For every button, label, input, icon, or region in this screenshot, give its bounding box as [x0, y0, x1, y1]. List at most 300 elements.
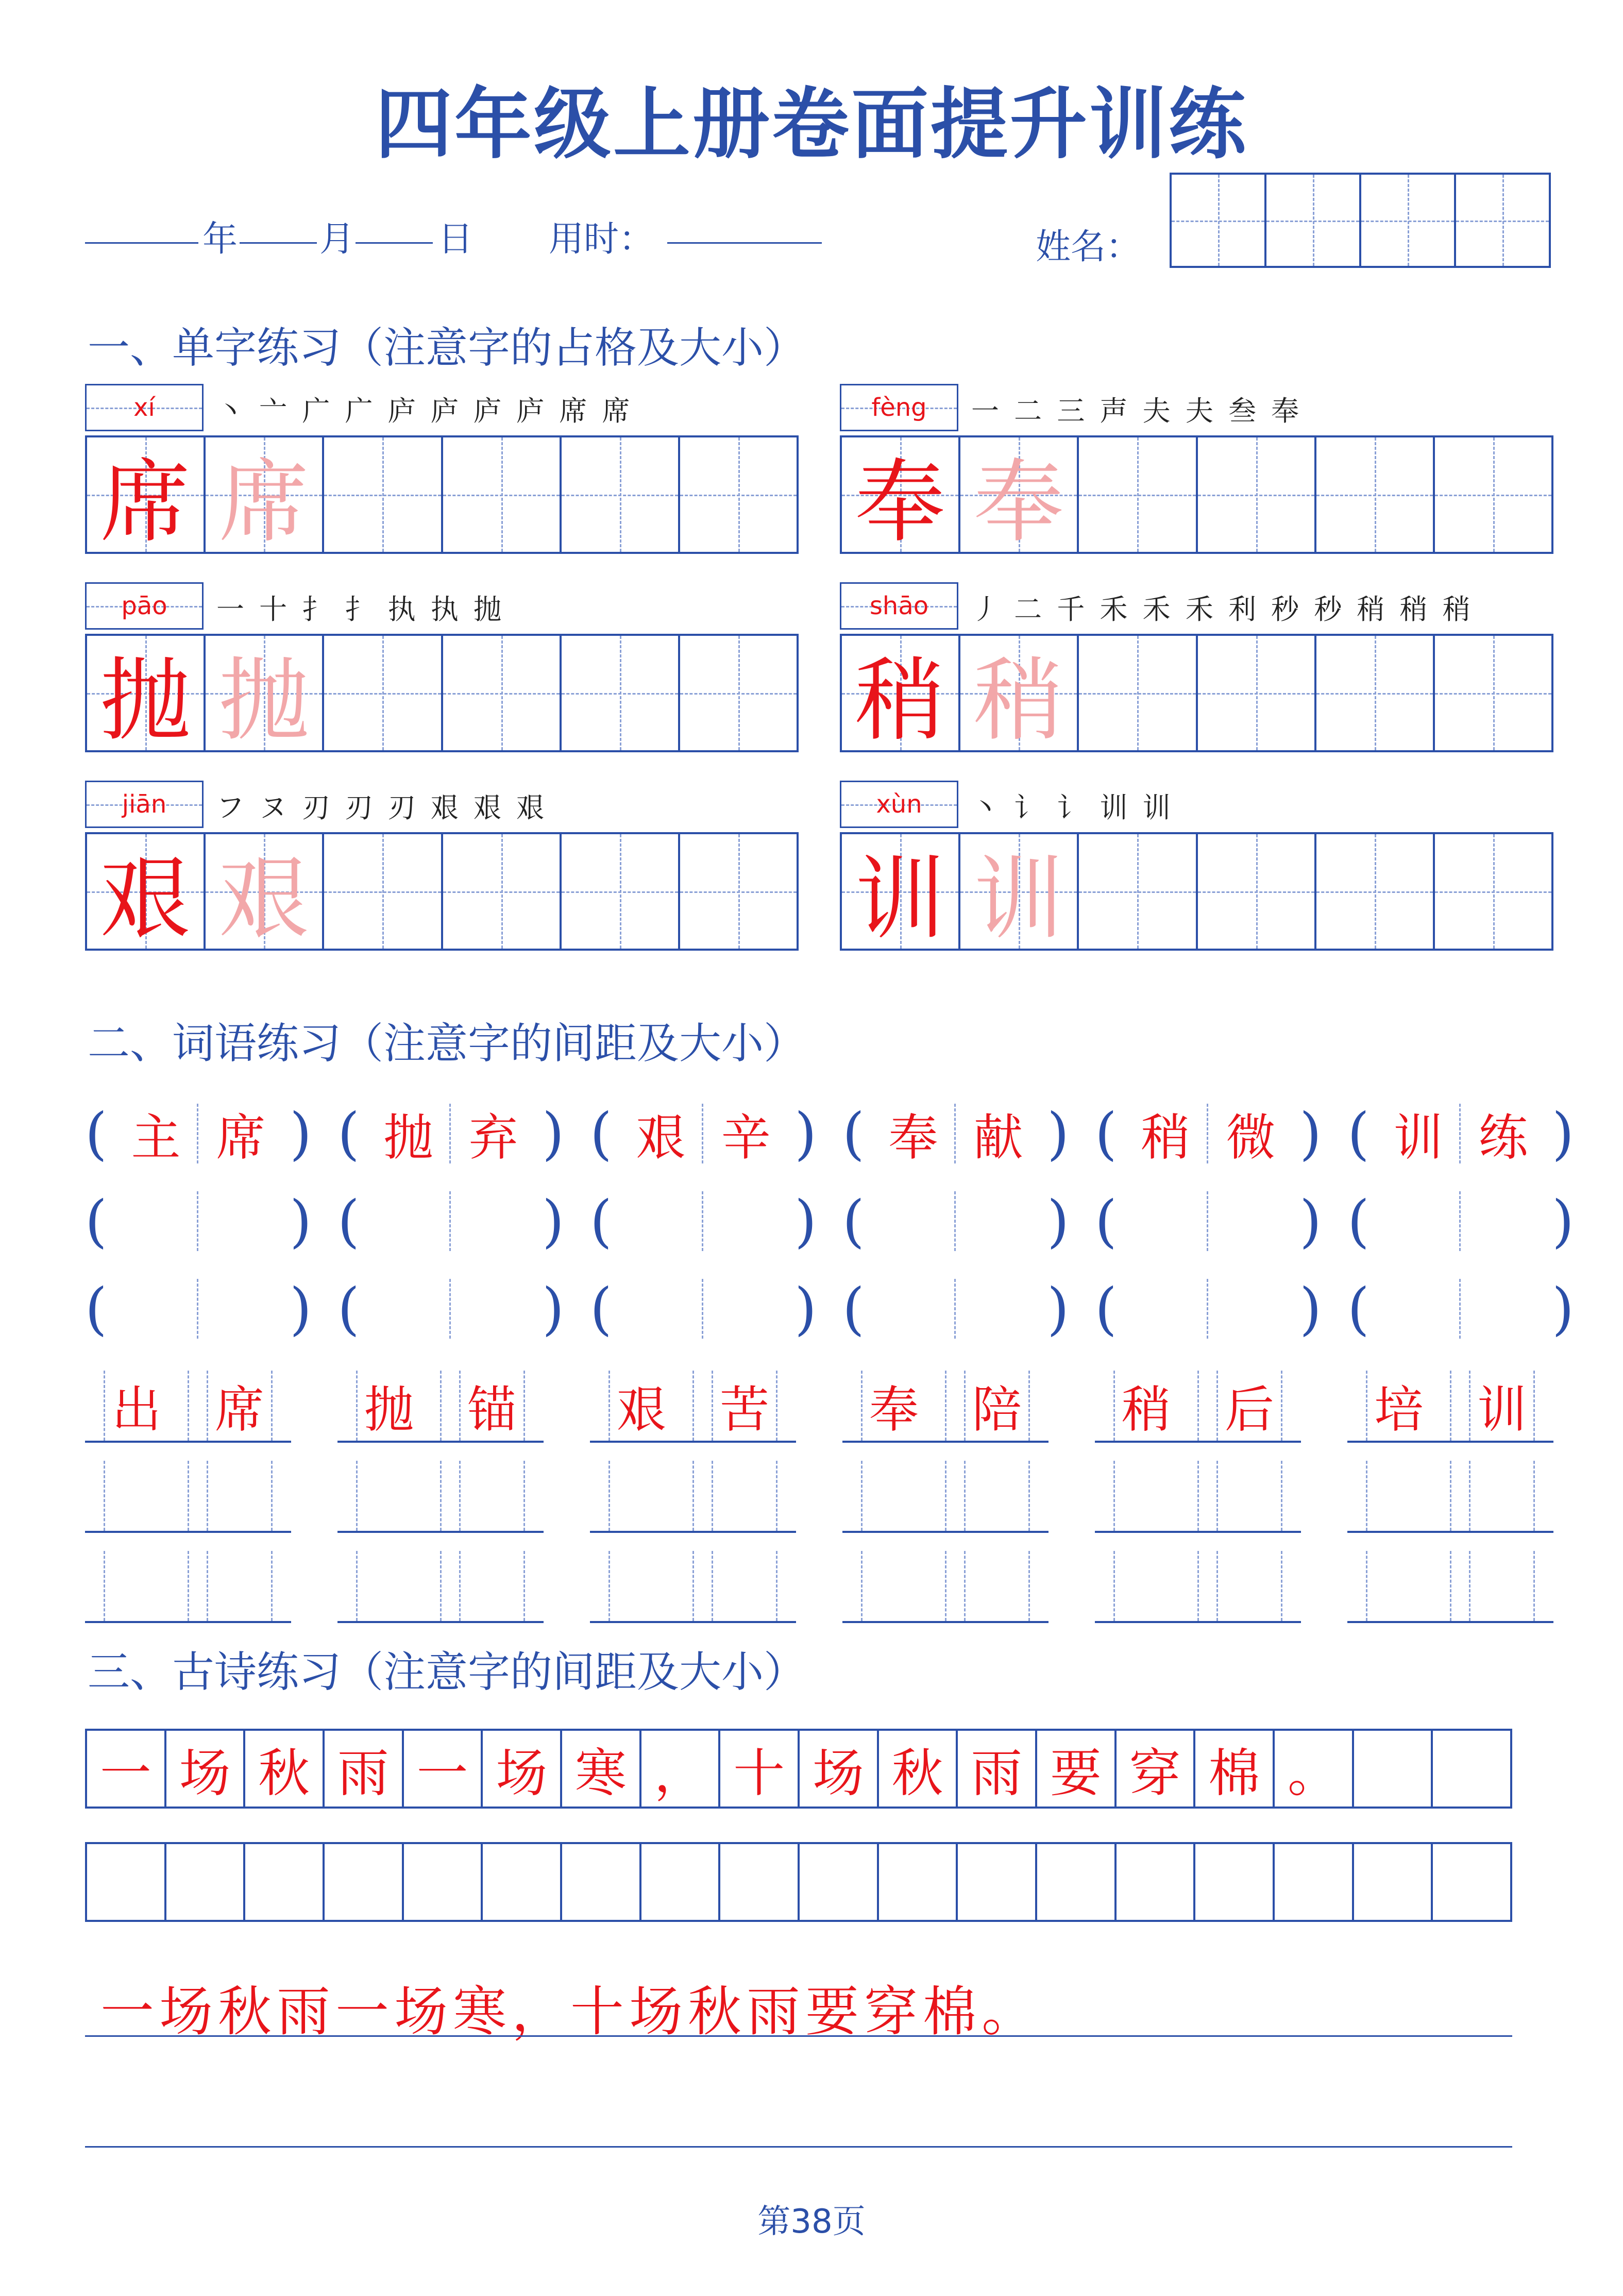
cell-guide-left: [459, 1461, 461, 1531]
word-char-cell[interactable]: [956, 1191, 1041, 1251]
word-paren-box[interactable]: [842, 1273, 1069, 1345]
cell-guide-right: [271, 1551, 273, 1621]
month-blank[interactable]: [240, 242, 317, 244]
section-heading-words: 二、词语练习（注意字的间距及大小）: [88, 1019, 806, 1068]
cell-guide-right: [523, 1371, 525, 1441]
poem-cell: 场: [166, 1731, 246, 1807]
cell-guide-right: [523, 1461, 525, 1531]
word-cells: [366, 1191, 536, 1251]
cell-guide-horizontal: [1435, 693, 1551, 695]
poem-blank-cell[interactable]: [325, 1844, 404, 1920]
poem-grid-row-blank[interactable]: [85, 1842, 1512, 1922]
tianzige-cell[interactable]: [1079, 437, 1197, 552]
cell-guide-right: [1028, 1551, 1030, 1621]
cell-guide-left: [207, 1551, 208, 1621]
cell-guide-right: [1028, 1461, 1030, 1531]
tianzige-grid: [85, 832, 799, 951]
word-char-cell[interactable]: [618, 1191, 703, 1251]
word-cells: [1376, 1104, 1546, 1167]
poem-blank-cell[interactable]: [1195, 1844, 1275, 1920]
tianzige-grid: [85, 634, 799, 752]
word-cells: [1123, 1279, 1293, 1339]
tianzige-cell[interactable]: [680, 636, 797, 750]
tianzige-cell: [87, 437, 206, 555]
cell-guide-left: [712, 1551, 713, 1621]
open-paren: (: [590, 1101, 612, 1167]
tianzige-cell[interactable]: [1435, 636, 1551, 750]
poem-blank-cell[interactable]: [800, 1844, 879, 1920]
word-char: 抛: [364, 1380, 414, 1439]
word-char-cell[interactable]: [842, 1551, 945, 1621]
stroke-order: フ ヌ 刃 刃 刃 艰 艰 艰: [216, 791, 548, 824]
cell-guide-left: [1216, 1551, 1218, 1621]
day-blank[interactable]: [356, 242, 433, 244]
word-paren-box[interactable]: [337, 1185, 564, 1257]
cell-guide-left: [712, 1461, 713, 1531]
poem-blank-cell[interactable]: [483, 1844, 562, 1920]
cell-guide-horizontal: [1435, 891, 1551, 893]
tianzige-cell[interactable]: [1198, 834, 1316, 949]
cell-guide-right: [1281, 1551, 1282, 1621]
word-char-cell: 献: [973, 1108, 1023, 1167]
word-underline-box[interactable]: [1347, 1461, 1553, 1533]
open-paren: (: [1095, 1101, 1117, 1167]
word-cells: [337, 1371, 544, 1443]
cell-guide-left: [608, 1461, 610, 1531]
word-char-cell[interactable]: [1347, 1461, 1450, 1531]
word-underline-box[interactable]: [85, 1461, 291, 1533]
word-cells: [590, 1551, 796, 1623]
model-char: 艰: [100, 847, 191, 952]
poem-cell: 要: [1037, 1731, 1117, 1807]
word-char-cell: 席: [216, 1108, 266, 1167]
open-paren: (: [85, 1101, 107, 1167]
word-char-cell[interactable]: [85, 1461, 188, 1531]
poem-blank-cell[interactable]: [1037, 1844, 1117, 1920]
tianzige-cell[interactable]: [1198, 437, 1316, 552]
poem-cell: 雨: [958, 1731, 1037, 1807]
poem-cell: 场: [800, 1731, 879, 1807]
word-char-cell[interactable]: [871, 1279, 956, 1339]
poem-cell: 雨: [325, 1731, 404, 1807]
tianzige-cell[interactable]: [562, 437, 680, 552]
word-char-cell[interactable]: [1376, 1279, 1461, 1339]
tianzige-cell: [842, 834, 960, 952]
word-paren-box[interactable]: [1347, 1185, 1574, 1257]
pinyin-label: xùn: [876, 790, 922, 819]
word-char-cell[interactable]: [451, 1191, 536, 1251]
tianzige-cell[interactable]: [443, 437, 562, 552]
cell-guide-left: [1113, 1371, 1115, 1441]
open-paren: (: [1095, 1276, 1117, 1342]
tianzige-grid: [85, 435, 799, 554]
tianzige-cell[interactable]: [1435, 834, 1551, 949]
word-char-cell: [1347, 1371, 1450, 1441]
cell-guide-left: [207, 1461, 208, 1531]
char-block: [840, 384, 1553, 554]
word-char-cell[interactable]: [945, 1551, 1049, 1621]
word-cells: [1347, 1461, 1553, 1533]
stroke-order: 丿 二 千 禾 禾 禾 利 秒 秒 稍 稍 稍: [971, 593, 1474, 626]
tianzige-cell: [960, 636, 1079, 753]
word-char-cell[interactable]: [1450, 1461, 1553, 1531]
word-char: 稍: [1122, 1380, 1171, 1439]
word-char-cell[interactable]: [113, 1279, 198, 1339]
poem-blank-cell[interactable]: [245, 1844, 325, 1920]
close-paren: ): [1552, 1101, 1574, 1167]
close-paren: ): [1299, 1101, 1322, 1167]
word-paren-box[interactable]: [590, 1185, 817, 1257]
cell-guide-right: [1281, 1461, 1282, 1531]
word-char-cell[interactable]: [618, 1279, 703, 1339]
cell-guide-left: [1366, 1551, 1367, 1621]
word-underline-box: [590, 1371, 796, 1443]
poem-writing-line[interactable]: [85, 2035, 1512, 2037]
poem-cell: 一: [87, 1731, 166, 1807]
tianzige-cell[interactable]: [680, 834, 797, 949]
cell-guide-left: [459, 1551, 461, 1621]
word-cells: [871, 1104, 1041, 1167]
word-char-cell[interactable]: [871, 1191, 956, 1251]
word-char-cell[interactable]: [1450, 1551, 1553, 1621]
name-cell[interactable]: [1361, 175, 1456, 266]
word-char-cell: 弃: [468, 1108, 518, 1167]
cell-guide-left: [207, 1371, 208, 1441]
cell-guide-right: [776, 1551, 777, 1621]
cell-guide-left: [356, 1461, 358, 1531]
word-underline-box[interactable]: [842, 1551, 1049, 1623]
time-label: 用时：: [549, 219, 654, 260]
word-char-cell[interactable]: [1123, 1191, 1208, 1251]
word-cells: [842, 1551, 1049, 1623]
close-paren: ): [1299, 1188, 1322, 1254]
tianzige-cell[interactable]: [680, 437, 797, 552]
open-paren: (: [1095, 1188, 1117, 1254]
poem-blank-cell[interactable]: [1117, 1844, 1196, 1920]
word-char-cell[interactable]: [1461, 1191, 1546, 1251]
tianzige-cell[interactable]: [1316, 636, 1435, 750]
poem-cell: 场: [483, 1731, 562, 1807]
word-char-cell[interactable]: [85, 1551, 188, 1621]
word-paren-box[interactable]: [1095, 1273, 1322, 1345]
poem-blank-cell[interactable]: [641, 1844, 721, 1920]
word-char-cell[interactable]: [590, 1461, 693, 1531]
word-char-cell[interactable]: [590, 1551, 693, 1621]
word-char-cell[interactable]: [693, 1461, 796, 1531]
word-cells: [1347, 1371, 1553, 1443]
tianzige-cell[interactable]: [443, 834, 562, 949]
word-paren-box[interactable]: [842, 1185, 1069, 1257]
word-char-cell: [842, 1371, 945, 1441]
tianzige-cell: [842, 437, 960, 555]
tianzige-cell[interactable]: [1435, 437, 1551, 552]
name-grid[interactable]: [1170, 173, 1551, 268]
cell-guide-left: [356, 1371, 358, 1441]
pinyin-label: pāo: [121, 592, 167, 620]
cell-guide-left: [1469, 1461, 1470, 1531]
word-char-cell[interactable]: [693, 1551, 796, 1621]
trace-char: 抛: [218, 648, 309, 753]
word-char-cell[interactable]: [1095, 1461, 1198, 1531]
cell-guide-horizontal: [443, 693, 560, 695]
word-char-cell[interactable]: [1123, 1279, 1208, 1339]
word-char-cell: [1450, 1371, 1553, 1441]
poem-blank-cell[interactable]: [562, 1844, 641, 1920]
word-char-cell[interactable]: [337, 1461, 441, 1531]
name-cell[interactable]: [1456, 175, 1549, 266]
word-char-cell[interactable]: [1198, 1461, 1301, 1531]
poem-writing-line[interactable]: [85, 2146, 1512, 2148]
char-block: [840, 582, 1553, 752]
word-char-cell: [693, 1371, 796, 1441]
word-char: 陪: [972, 1380, 1022, 1439]
word-underline-box[interactable]: [85, 1551, 291, 1623]
word-cells: [618, 1279, 788, 1339]
cell-guide-left: [104, 1371, 105, 1441]
open-paren: (: [337, 1188, 360, 1254]
word-char-cell[interactable]: [1347, 1551, 1450, 1621]
cell-guide-horizontal: [562, 891, 678, 893]
stroke-order: 一 二 三 声 夫 夫 叁 奉: [971, 395, 1303, 427]
word-char-cell[interactable]: [842, 1461, 945, 1531]
word-char-cell: 练: [1478, 1108, 1528, 1167]
word-char-cell: 主: [113, 1104, 198, 1163]
cell-guide-horizontal: [324, 891, 441, 893]
word-underline-box: [1347, 1371, 1553, 1443]
cell-guide-right: [1281, 1371, 1282, 1441]
poem-cell: 秋: [245, 1731, 325, 1807]
name-label: 姓名：: [1036, 227, 1141, 267]
year-blank[interactable]: [85, 242, 198, 244]
poem-blank-cell[interactable]: [166, 1844, 246, 1920]
word-char-cell[interactable]: [366, 1191, 451, 1251]
word-char: 艰: [617, 1380, 666, 1439]
poem-blank-cell[interactable]: [879, 1844, 958, 1920]
word-char-cell: [337, 1371, 441, 1441]
close-paren: ): [290, 1188, 312, 1254]
word-cells: [871, 1279, 1041, 1339]
poem-cell[interactable]: [1354, 1731, 1433, 1807]
word-paren-box[interactable]: [337, 1273, 564, 1345]
cell-guide-left: [1113, 1461, 1115, 1531]
word-underline-box[interactable]: [590, 1461, 796, 1533]
tianzige-cell: [842, 636, 960, 753]
cell-guide-right: [271, 1371, 273, 1441]
word-char: 席: [215, 1380, 264, 1439]
cell-guide-left: [104, 1461, 105, 1531]
poem-blank-cell[interactable]: [1275, 1844, 1354, 1920]
word-paren-box[interactable]: [1347, 1273, 1574, 1345]
name-cell[interactable]: [1266, 175, 1361, 266]
poem-text: 一场秋雨一场寒，十场秋雨要穿棉。: [100, 1980, 1041, 2043]
poem-blank-cell[interactable]: [1433, 1844, 1510, 1920]
poem-cell: 十: [720, 1731, 800, 1807]
cell-guide-right: [1028, 1371, 1030, 1441]
tianzige-cell[interactable]: [1316, 437, 1435, 552]
close-paren: ): [1047, 1276, 1069, 1342]
word-char-cell: 奉: [871, 1104, 956, 1163]
year-label: 年: [202, 219, 238, 260]
tianzige-cell: [206, 437, 324, 555]
word-char-cell[interactable]: [703, 1279, 788, 1339]
word-underline-box: [85, 1371, 291, 1443]
word-underline-box[interactable]: [1095, 1551, 1301, 1623]
word-cells: [85, 1551, 291, 1623]
word-char-cell[interactable]: [1376, 1191, 1461, 1251]
trace-char: 奉: [973, 450, 1064, 555]
word-cells: [1123, 1191, 1293, 1251]
trace-char: 稍: [973, 648, 1064, 753]
cell-guide-horizontal: [1198, 495, 1314, 496]
word-paren-box[interactable]: [590, 1273, 817, 1345]
word-underline-box[interactable]: [337, 1461, 544, 1533]
word-char-cell[interactable]: [337, 1551, 441, 1621]
close-paren: ): [1552, 1276, 1574, 1342]
word-char-cell[interactable]: [198, 1279, 283, 1339]
word-underline-box[interactable]: [590, 1551, 796, 1623]
word-char-cell: [1095, 1371, 1198, 1441]
word-paren-box[interactable]: [85, 1185, 312, 1257]
word-char-cell[interactable]: [703, 1191, 788, 1251]
poem-blank-cell[interactable]: [720, 1844, 800, 1920]
tianzige-cell[interactable]: [1079, 834, 1197, 949]
char-block: [85, 781, 799, 951]
word-char-cell[interactable]: [188, 1551, 291, 1621]
word-char-cell[interactable]: [1208, 1279, 1293, 1339]
poem-cell: ，: [641, 1731, 721, 1807]
cell-guide-horizontal: [562, 693, 678, 695]
cell-guide-right: [1533, 1461, 1535, 1531]
stroke-order: 一 十 扌 扌 执 执 抛: [216, 593, 504, 626]
cell-guide-left: [104, 1551, 105, 1621]
pinyin-label: xí: [133, 393, 155, 422]
poem-blank-cell[interactable]: [87, 1844, 166, 1920]
poem-cell: 棉: [1195, 1731, 1275, 1807]
poem-cell[interactable]: [1433, 1731, 1510, 1807]
cell-guide-horizontal: [1435, 495, 1551, 496]
word-cells: [1095, 1371, 1301, 1443]
word-char-cell[interactable]: [198, 1191, 283, 1251]
name-cell[interactable]: [1172, 175, 1266, 266]
cell-guide-horizontal: [324, 495, 441, 496]
tianzige-grid: [840, 435, 1553, 554]
tianzige-cell[interactable]: [324, 437, 443, 552]
word-cells: [618, 1104, 788, 1167]
char-block: [85, 582, 799, 752]
word-cells: [1347, 1551, 1553, 1623]
word-char-cell[interactable]: [441, 1551, 544, 1621]
word-cells: [85, 1371, 291, 1443]
char-block: [840, 781, 1553, 951]
tianzige-cell[interactable]: [1316, 834, 1435, 949]
word-paren-box[interactable]: [1095, 1185, 1322, 1257]
word-paren-box: [337, 1098, 564, 1170]
word-cells: [1376, 1279, 1546, 1339]
word-char-cell[interactable]: [1198, 1551, 1301, 1621]
word-cells: [85, 1461, 291, 1533]
tianzige-cell[interactable]: [443, 636, 562, 750]
tianzige-cell[interactable]: [1079, 636, 1197, 750]
open-paren: (: [85, 1188, 107, 1254]
trace-char: 席: [218, 450, 309, 555]
word-cells: [366, 1104, 536, 1167]
word-char-cell[interactable]: [1461, 1279, 1546, 1339]
poem-cell: 穿: [1117, 1731, 1196, 1807]
close-paren: ): [1047, 1101, 1069, 1167]
poem-blank-cell[interactable]: [404, 1844, 483, 1920]
cell-guide-right: [1533, 1371, 1535, 1441]
page-title: 四年级上册卷面提升训练: [375, 80, 1248, 170]
tianzige-cell[interactable]: [562, 636, 680, 750]
close-paren: ): [542, 1276, 564, 1342]
word-char: 苦: [720, 1380, 769, 1439]
word-paren-box: [1095, 1098, 1322, 1170]
close-paren: ): [794, 1188, 817, 1254]
word-paren-box[interactable]: [85, 1273, 312, 1345]
word-underline-box[interactable]: [337, 1551, 544, 1623]
word-char-cell[interactable]: [451, 1279, 536, 1339]
tianzige-cell[interactable]: [1198, 636, 1316, 750]
word-underline-box[interactable]: [1095, 1461, 1301, 1533]
word-paren-box: [590, 1098, 817, 1170]
tianzige-cell[interactable]: [562, 834, 680, 949]
word-char-cell[interactable]: [1095, 1551, 1198, 1621]
word-char: 奉: [869, 1380, 919, 1439]
page-number: 第38页: [757, 2203, 866, 2241]
cell-guide-horizontal: [324, 693, 441, 695]
pinyin-label: jiān: [122, 790, 167, 819]
close-paren: ): [1047, 1188, 1069, 1254]
open-paren: (: [337, 1276, 360, 1342]
word-char-cell[interactable]: [1208, 1191, 1293, 1251]
word-char-cell[interactable]: [945, 1461, 1049, 1531]
stroke-order: 丶 讠 讠 训 训: [971, 791, 1174, 824]
cell-guide-left: [608, 1551, 610, 1621]
poem-grid-row: [85, 1729, 1512, 1809]
tianzige-cell[interactable]: [324, 834, 443, 949]
word-char-cell[interactable]: [956, 1279, 1041, 1339]
word-char-cell[interactable]: [188, 1461, 291, 1531]
word-cells: [1095, 1551, 1301, 1623]
word-cells: [1123, 1104, 1293, 1167]
cell-guide-horizontal: [1316, 495, 1433, 496]
cell-guide-right: [271, 1461, 273, 1531]
word-cells: [842, 1371, 1049, 1443]
cell-guide-horizontal: [1316, 891, 1433, 893]
tianzige-grid: [840, 832, 1553, 951]
close-paren: ): [794, 1101, 817, 1167]
word-underline-box[interactable]: [1347, 1551, 1553, 1623]
word-char-cell: 稍: [1123, 1104, 1208, 1163]
word-char-cell: [441, 1371, 544, 1441]
word-char-cell[interactable]: [441, 1461, 544, 1531]
word-char-cell[interactable]: [366, 1279, 451, 1339]
word-char-cell[interactable]: [113, 1191, 198, 1251]
tianzige-cell[interactable]: [324, 636, 443, 750]
poem-blank-cell[interactable]: [958, 1844, 1037, 1920]
poem-blank-cell[interactable]: [1354, 1844, 1433, 1920]
word-underline-box[interactable]: [842, 1461, 1049, 1533]
cell-guide-horizontal: [1079, 693, 1195, 695]
time-blank[interactable]: [667, 242, 822, 244]
cell-guide-right: [776, 1461, 777, 1531]
word-char-cell: 艰: [618, 1104, 703, 1163]
cell-guide-left: [1216, 1461, 1218, 1531]
open-paren: (: [1347, 1276, 1370, 1342]
word-cells: [337, 1461, 544, 1533]
cell-guide-horizontal: [1198, 693, 1314, 695]
cell-guide-horizontal: [443, 495, 560, 496]
